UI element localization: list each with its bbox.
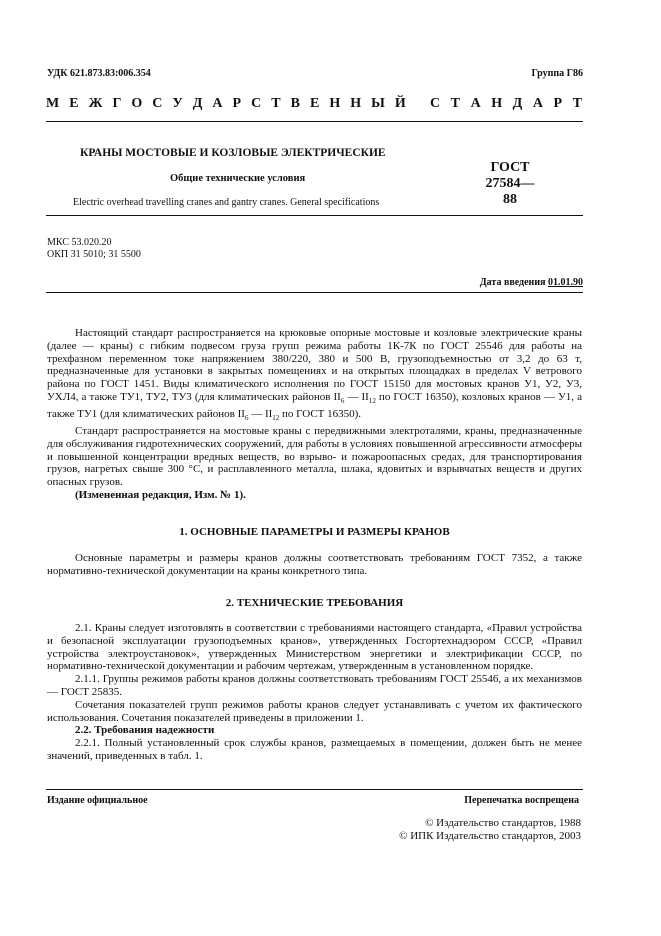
section-2-text — [47, 622, 582, 763]
banner-letter: Ы — [371, 96, 385, 111]
reprint-prohibited-label: Перепечатка воспрещена — [464, 795, 579, 806]
udk-code: УДК 621.873.83:006.354 — [47, 68, 151, 79]
english-title: Electric overhead travelling cranes and gantry cranes. General specifications — [73, 197, 380, 208]
section-1-heading: 1. ОСНОВНЫЕ ПАРАМЕТРЫ И РАЗМЕРЫ КРАНОВ — [179, 526, 450, 538]
banner-letter: М — [46, 96, 60, 111]
banner-letter: Н — [329, 96, 341, 111]
banner-letter: А — [470, 96, 481, 111]
clause-2-1-1: 2.1.1. Группы режимов работы кранов должны соответствовать требованиям ГОСТ 25546, а их механизмов — ГОСТ 25835. — [47, 673, 582, 698]
gost-number: 27584—88 — [485, 176, 535, 207]
banner-letter: Е — [309, 96, 320, 111]
copyright-1988: © Издательство стандартов, 1988 — [425, 817, 581, 829]
intro-text — [47, 327, 582, 502]
banner-letter: Т — [572, 96, 582, 111]
banner-letter: Т — [450, 96, 461, 111]
banner-letter: С — [430, 96, 441, 111]
paragraph-scope-extension: Стандарт распространяется на мостовые краны с передвижными электроталями, краны, предназначенные для обслуживания гидротехнических сооружений, для работы в условиях повышенной агрессивности атмосферы и повышенной концентрации вредных веществ, во взрыво- и пожароопасных средах, для транспортирования грузов, нагретых свыше 300 °С, и расплавленного металла, шлака, ядовитых и взрывчатых веществ и других опасных грузов. — [47, 424, 582, 489]
section-1-text: Основные параметры и размеры кранов должны соответствовать требованиям ГОСТ 7352, а также нормативно-технической документации на краны конкретного типа. — [47, 552, 582, 577]
banner-letter: Г — [112, 96, 122, 111]
group-code: Группа Г86 — [531, 68, 583, 79]
introduction-date-label: Дата введения — [479, 277, 546, 288]
banner-letter: Н — [350, 96, 362, 111]
section-2-heading: 2. ТЕХНИЧЕСКИЕ ТРЕБОВАНИЯ — [225, 597, 404, 609]
banner-letter: Д — [512, 96, 523, 111]
document-title: КРАНЫ МОСТОВЫЕ И КОЗЛОВЫЕ ЭЛЕКТРИЧЕСКИЕ — [80, 147, 386, 159]
banner-letter: А — [532, 96, 543, 111]
mks-code: МКС 53.020.20 — [47, 237, 112, 248]
banner-letter: Й — [394, 96, 406, 111]
clause-2-1-1-note: Сочетания показателей групп режимов работы кранов следует устанавливать с учетом их фактического использования. Сочетания показателей приведены в приложении 1. — [47, 698, 582, 724]
banner-letter: С — [152, 96, 163, 111]
banner-letter: Е — [69, 96, 79, 111]
clause-2-2-heading: 2.2. Требования надежности — [75, 724, 215, 737]
date-divider — [46, 292, 583, 293]
copyright-2003: © ИПК Издательство стандартов, 2003 — [399, 830, 581, 842]
interstate-standard-banner — [46, 96, 582, 112]
title-divider — [46, 215, 583, 216]
header-divider — [46, 121, 583, 122]
banner-letter: Р — [553, 96, 563, 111]
footer-divider — [46, 789, 583, 790]
banner-letter: У — [172, 96, 183, 111]
banner-letter: Т — [271, 96, 281, 111]
classification-codes — [47, 237, 141, 261]
banner-letter: Н — [491, 96, 503, 111]
banner-letter: Д — [192, 96, 203, 111]
standard-word — [430, 96, 582, 112]
banner-letter: Р — [232, 96, 242, 111]
introduction-date — [480, 277, 583, 288]
official-edition-label: Издание официальное — [47, 795, 148, 806]
okp-code: ОКП 31 5010; 31 5500 — [47, 249, 141, 260]
banner-letter: С — [251, 96, 262, 111]
banner-letter: О — [131, 96, 143, 111]
amendment-note: (Измененная редакция, Изм. № 1). — [75, 488, 246, 501]
clause-2-1: 2.1. Краны следует изготовлять в соответствии с требованиями настоящего стандарта, «Правил устройства и безопасной эксплуатации грузоподъемных кранов», утвержденных Госгортехнадзором СССР, «Правил устройства электроустановок», утвержденных Министерством энергетики и электрификации СССР, по нормативно-технической документации и рабочим чертежам, утвержденным в установленном порядке. — [47, 622, 582, 673]
clause-2-2-1: 2.2.1. Полный установленный срок службы кранов, размещаемых в помещении, должен быть не менее значений, приведенных в табл. 1. — [47, 737, 582, 762]
interstate-word — [46, 96, 406, 112]
document-subtitle: Общие технические условия — [170, 173, 306, 184]
introduction-date-value: 01.01.90 — [548, 277, 583, 288]
gost-label: ГОСТ — [490, 160, 530, 175]
banner-letter: Ж — [88, 96, 103, 111]
banner-letter: В — [290, 96, 300, 111]
banner-letter: А — [212, 96, 223, 111]
paragraph-scope: Настоящий стандарт распространяется на крюковые опорные мостовые и козловые электрические краны (далее — краны) с гибким подвесом груза групп режима работы 1К-7К по ГОСТ 25546 для работы на трехфазном переменном токе напряжением 380/220, 380 и 500 В, грузоподъемностью от 3,2 до 63 т, предназначенные для установки в закрытых помещениях и на открытых площадках в пределах V ветрового района по ГОСТ 1451. Виды климатического исполнения по ГОСТ 15150 для мостовых кранов У1, У2, У3, УХЛ4, а также ТУ1, ТУ2, ТУ3 (для климатических районов $II_6$ — $II_{12}$ по ГОСТ 16350), козловых кранов — У1, а также ТУ1 (для климатических районов $II_6$ — $II_{12}$ по ГОСТ 16350). — [47, 327, 582, 423]
